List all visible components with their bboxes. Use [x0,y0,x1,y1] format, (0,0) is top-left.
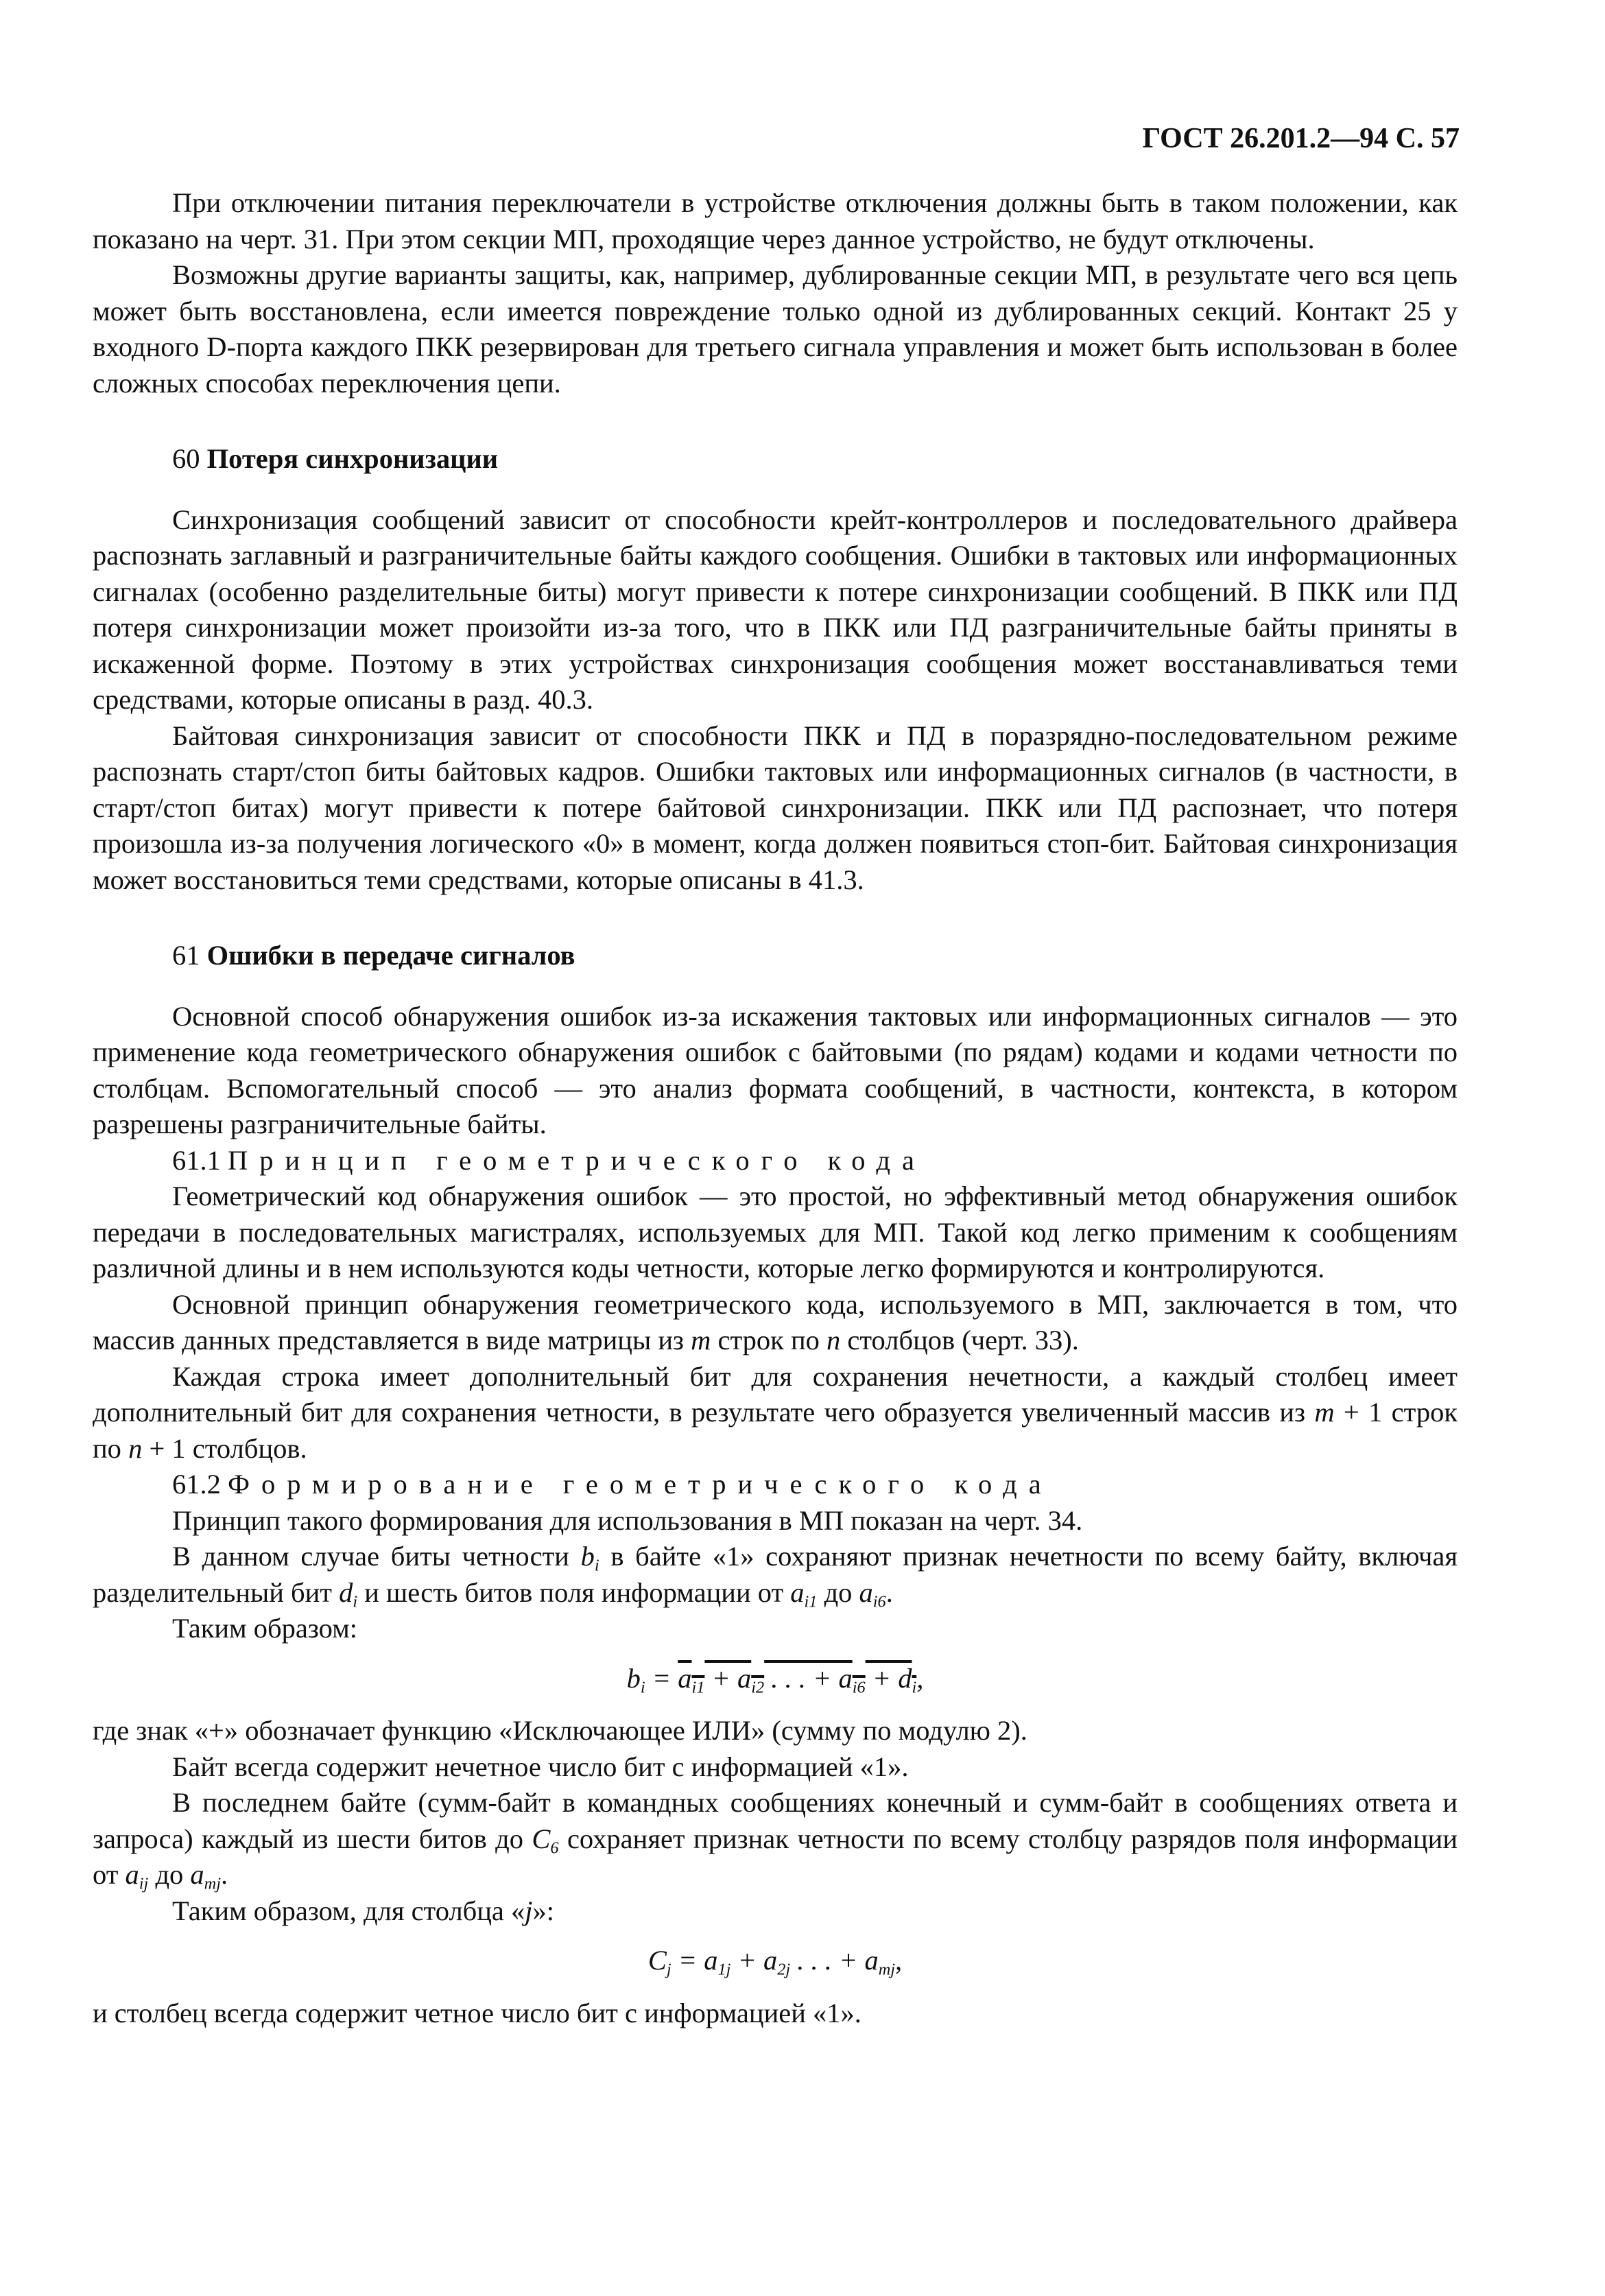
formula-parity-bit: $b_i = a_{i1} + a_{i2}$ . . . + $a_{i6} + d_i$, [626,1662,924,1696]
paragraph: Байтовая синхронизация зависит от способности ПКК и ПД в поразрядно-последовательном режиме распознать старт/стоп биты байтовых кадров. Ошибки тактовых или информационных сигналов (в частности, в старт/стоп битах) могут привести к потере байтовой синхронизации. ПКК или ПД распознает, что потеря произошла из-за получения логического «0» в момент, когда должен появиться стоп-бит. Байтовая синхронизация может восстановиться теми средствами, которые описаны в 41.3. [93,720,1458,895]
paragraph: Основной способ обнаружения ошибок из-за искажения тактовых или информационных сигналов — это применение кода геометрического обнаружения ошибок с байтовыми (по рядам) кодами и кодами четности по столбцам. Вспомогательный способ — это анализ формата сообщений, в частности, контекста, в котором разрешены разграничительные байты. [93,1000,1458,1139]
subsection-title: Принцип геометрического кода [228,1144,926,1176]
subsection-number: 61.1 [172,1144,221,1176]
section-title: Ошибки в передаче сигналов [206,940,575,971]
paragraph: Принцип такого формирования для использования в МП показан на черт. 34. [172,1504,1083,1536]
paragraph: Байт всегда содержит нечетное число бит с информацией «1». [172,1751,909,1782]
subsection-heading-61-2 [93,1467,1458,1503]
paragraph: где знак «+» обозначает функцию «Исключающее ИЛИ» (сумму по модулю 2). [93,1715,1027,1746]
paragraph: В последнем байте (сумм-байт в командных сообщениях конечный и сумм-байт в сообщениях ответа и запроса) каждый из шести битов до $C_6$ сохраняет признак четности по всему столбцу разрядов поля информации от $a_{ij}$ до $a_{mj}$. [93,1787,1458,1893]
subsection-number: 61.2 [172,1469,221,1500]
subsection-heading-61-1 [93,1143,1458,1179]
paragraph: Основной принцип обнаружения геометрического кода, используемого в МП, заключается в том, что массив данных представляется в виде матрицы из m строк по n столбцов (черт. 33). [93,1288,1458,1356]
subsection-title: Формирование геометрического кода [228,1469,1053,1500]
paragraph: Каждая строка имеет дополнительный бит для сохранения нечетности, а каждый столбец имеет дополнительный бит для сохранения четности, в результате чего образуется увеличенный массив из m + 1 строк по n + 1 столбцов. [93,1360,1458,1464]
paragraph: Геометрический код обнаружения ошибок — это простой, но эффективный метод обнаружения ошибок передачи в последовательных магистралях, используемых для МП. Такой код легко применим к сообщениям различной длины и в нем используются коды четности, которые легко формируются и контролируются. [93,1181,1458,1283]
section-number: 60 [172,443,200,474]
section-heading-61 [93,938,1458,974]
paragraph: Синхронизация сообщений зависит от способности крейт-контроллеров и последовательного драйвера распознать заглавный и разграничительные байты каждого сообщения. Ошибки в тактовых или информационных сигналах (особенно разделительные биты) могут привести к потере синхронизации сообщений. В ПКК или ПД потеря синхронизации может произойти из-за того, что в ПКК или ПД разграничительные байты приняты в искаженной форме. Поэтому в этих устройствах синхронизация сообщения может восстанавливаться теми средствами, которые описаны в разд. 40.3. [93,504,1458,715]
page-content [93,185,1458,2031]
section-number: 61 [172,940,200,971]
paragraph: Таким образом, для столбца «j»: [172,1895,555,1926]
paragraph: и столбец всегда содержит четное число бит с информацией «1». [93,1997,861,2028]
section-title: Потеря синхронизации [206,443,499,474]
formula-column-parity: $C_j = a_{1j} + a_{2j}$ . . . + $a_{mj}$, [647,1945,903,1979]
section-heading-60 [93,441,1458,477]
page-header: ГОСТ 26.201.2—94 С. 57 [1142,123,1460,154]
paragraph: Таким образом: [172,1613,358,1644]
paragraph: В данном случае биты четности $b_i$ в байте «1» сохраняют признак нечетности по всему байту, включая разделительный бит $d_i$ и шесть битов поля информации от $a_{i1}$ до $a_{i6}$. [93,1541,1458,1611]
paragraph: При отключении питания переключатели в устройстве отключения должны быть в таком положении, как показано на черт. 31. При этом секции МП, проходящие через данное устройство, не будут отключены. [93,187,1458,255]
paragraph: Возможны другие варианты защиты, как, например, дублированные секции МП, в результате чего вся цепь может быть восстановлена, если имеется повреждение только одной из дублированных секций. Контакт 25 у входного D-порта каждого ПКК резервирован для третьего сигнала управления и может быть использован в более сложных способах переключения цепи. [93,259,1458,399]
